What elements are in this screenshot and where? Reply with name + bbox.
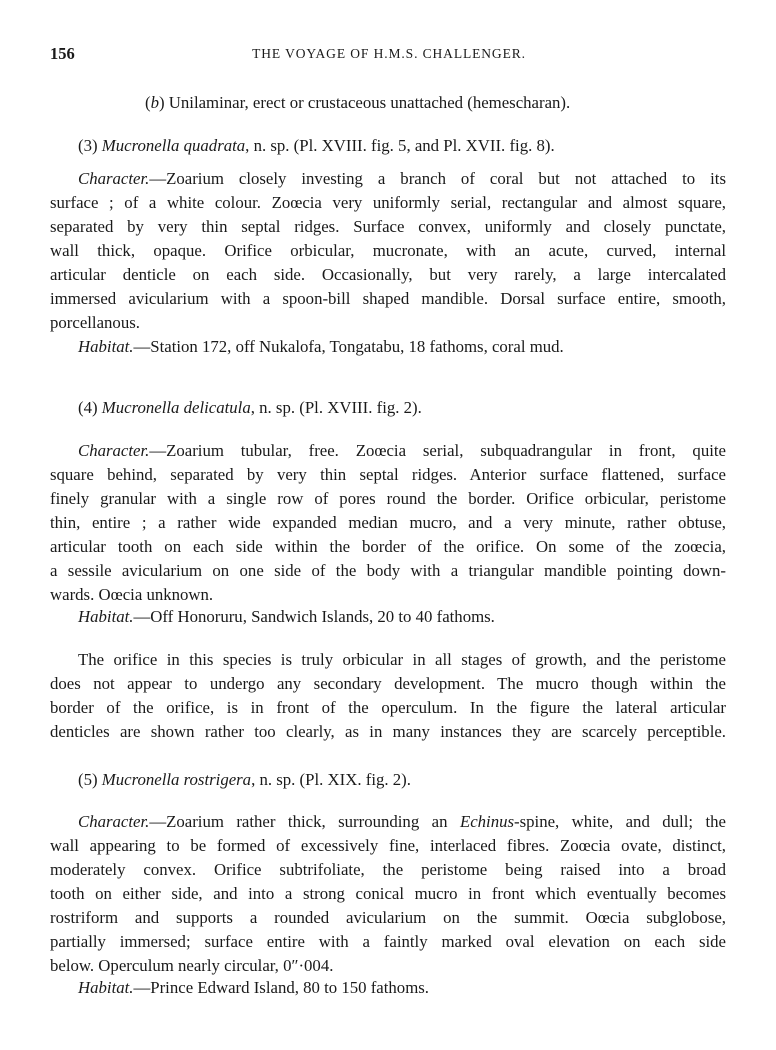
species-3-character-line: porcellanous.: [50, 313, 140, 332]
remark-line: denticles are shown rather too clearly, as in many instances they are scarcely perceptible.: [50, 722, 726, 741]
species-3-character-line: immersed avicularium with a spoon-bill shaped mandible. Dorsal surface entire, smooth,: [50, 289, 726, 308]
species-5-character-line: rostriform and supports a rounded avicularium on the summit. Oœcia subglobose,: [50, 908, 726, 927]
species-5-character-line: partially immersed; surface entire with a faintly marked oval elevation on each side: [50, 932, 726, 951]
species-3-character-line: surface ; of a white colour. Zoœcia very uniformly serial, rectangular and almost square,: [50, 193, 726, 212]
species-4-character-line: finely granular with a single row of pores round the border. Orifice orbicular, peristome: [50, 489, 726, 508]
remark-line: The orifice in this species is truly orbicular in all stages of growth, and the peristome: [78, 650, 726, 669]
species-3-habitat: Habitat.—Station 172, off Nukalofa, Tongatabu, 18 fathoms, coral mud.: [78, 337, 564, 356]
species-5-character-line: Character.—Zoarium rather thick, surrounding an Echinus-spine, white, and dull; the: [78, 812, 726, 831]
species-4-character-line: Character.—Zoarium tubular, free. Zoœcia serial, subquadrangular in front, quite: [78, 441, 726, 460]
species-5-title: (5) Mucronella rostrigera, n. sp. (Pl. XIX. fig. 2).: [78, 770, 411, 789]
running-title: THE VOYAGE OF H.M.S. CHALLENGER.: [252, 46, 526, 61]
remark-line: does not appear to undergo any secondary development. The mucro though within the: [50, 674, 726, 693]
page-number: 156: [50, 44, 75, 63]
species-3-character-line: wall thick, opaque. Orifice orbicular, mucronate, with an acute, curved, internal: [50, 241, 726, 260]
species-3-character-line: Character.—Zoarium closely investing a branch of coral but not attached to its: [78, 169, 726, 188]
section-heading: (b) Unilaminar, erect or crustaceous unattached (hemescharan).: [145, 93, 571, 112]
species-4-character-line: wards. Oœcia unknown.: [50, 585, 214, 604]
species-4-character-line: thin, entire ; a rather wide expanded median mucro, and a very minute, rather obtuse,: [50, 513, 726, 532]
species-5-character-line: tooth on either side, and into a strong conical mucro in front which eventually becomes: [50, 884, 726, 903]
species-5-character-line: wall appearing to be formed of excessively fine, interlaced fibres. Zoœcia ovate, distinct,: [50, 836, 726, 855]
species-4-character-line: articular tooth on each side within the border of the orifice. On some of the zoœcia,: [50, 537, 726, 556]
species-3-character-line: separated by very thin septal ridges. Surface convex, uniformly and closely punctate,: [50, 217, 726, 236]
species-5-habitat: Habitat.—Prince Edward Island, 80 to 150 fathoms.: [78, 978, 429, 997]
species-4-character-line: a sessile avicularium on one side of the body with a triangular mandible pointing down-: [50, 561, 726, 580]
species-4-title: (4) Mucronella delicatula, n. sp. (Pl. XVIII. fig. 2).: [78, 398, 422, 417]
species-3-title: (3) Mucronella quadrata, n. sp. (Pl. XVIII. fig. 5, and Pl. XVII. fig. 8).: [78, 136, 555, 155]
species-5-character-line: below. Operculum nearly circular, 0″·004.: [50, 956, 334, 975]
species-4-character-line: square behind, separated by very thin septal ridges. Anterior surface flattened, surface: [50, 465, 726, 484]
species-5-character-line: moderately convex. Orifice subtrifoliate, the peristome being raised into a broad: [50, 860, 726, 879]
species-3-character-line: articular denticle on each side. Occasionally, but very rarely, a large intercalated: [50, 265, 726, 284]
species-4-habitat: Habitat.—Off Honoruru, Sandwich Islands, 20 to 40 fathoms.: [78, 607, 495, 626]
remark-line: border of the orifice, is in front of the operculum. In the figure the lateral articular: [50, 698, 726, 717]
page-header: [50, 44, 728, 66]
